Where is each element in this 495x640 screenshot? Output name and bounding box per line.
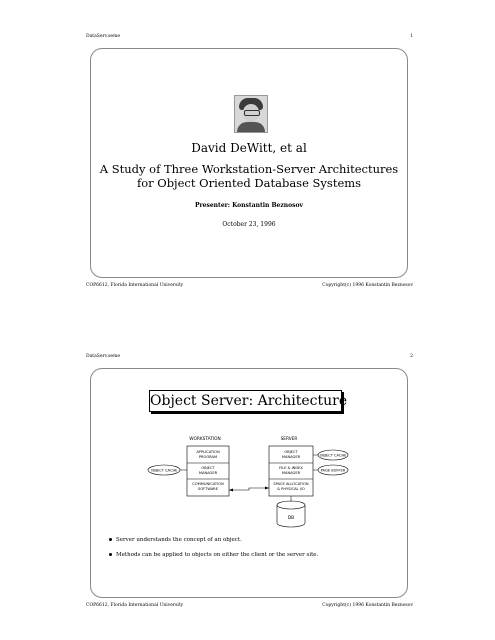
footer-copyright: Copyright(c) 1996 Konstantin Beznosov <box>322 283 413 288</box>
page-footer <box>86 283 413 288</box>
author-photo <box>234 95 268 133</box>
presenter: Presenter: Konstantin Beznosov <box>195 202 303 209</box>
header-filename: DataServ.seme <box>86 354 121 359</box>
workstation-label: WORKSTATION <box>189 437 221 442</box>
page-number: 2 <box>410 354 413 359</box>
srv-space-allocation-l1: SPACE ALLOCATION <box>273 482 309 486</box>
bullet-text: Server understands the concept of an object. <box>116 537 242 543</box>
architecture-slide <box>90 368 408 598</box>
network-link <box>229 488 269 490</box>
title-line-2: for Object Oriented Database Systems <box>136 176 362 190</box>
srv-object-manager-l1: OBJECT <box>284 450 298 454</box>
database-icon <box>277 501 305 527</box>
page-header <box>86 354 413 359</box>
ws-application-program-l1: APPLICATION <box>196 450 220 454</box>
header-filename: DataServ.seme <box>86 34 121 39</box>
page-footer <box>86 603 413 608</box>
db-label: DB <box>287 516 295 521</box>
bullet-icon <box>109 538 112 541</box>
bullet-icon <box>109 553 112 556</box>
bullet-item <box>109 537 318 543</box>
footer-course: COP6612, Florida International University <box>86 603 184 608</box>
bullet-text: Methods can be applied to objects on either the client or the server site. <box>116 552 319 558</box>
bullet-item <box>109 552 318 558</box>
srv-object-cache-label: OBJECT CACHE <box>319 453 347 458</box>
author-name: David DeWitt, et al <box>191 141 307 155</box>
page-header <box>86 34 413 39</box>
ws-communication-software-l1: COMMUNICATION <box>192 482 224 486</box>
title-slide <box>90 48 408 278</box>
srv-space-allocation-l2: & PHYSICAL I/O <box>277 487 305 491</box>
server-label: SERVER <box>280 437 298 442</box>
srv-file-index-manager-l2: MANAGER <box>281 471 301 475</box>
slide-title: Object Server: Architecture <box>149 390 342 412</box>
ws-communication-software-l2: SOFTWARE <box>198 487 218 491</box>
srv-page-buffer-label: PAGE BUFFER <box>320 468 346 473</box>
date: October 23, 1996 <box>222 221 276 228</box>
bullet-list <box>109 537 318 567</box>
ws-object-cache-label: OBJECT CACHE <box>150 468 178 473</box>
srv-object-manager-l2: MANAGER <box>281 455 301 459</box>
footer-course: COP6612, Florida International University <box>86 283 184 288</box>
page-number: 1 <box>410 34 413 39</box>
ws-application-program-l2: PROGRAM <box>198 455 218 459</box>
title-line-1: A Study of Three Workstation-Server Architectures <box>99 162 399 176</box>
ws-object-manager-l2: MANAGER <box>198 471 218 475</box>
srv-file-index-manager-l1: FILE & INDEX <box>279 466 303 470</box>
footer-copyright: Copyright(c) 1996 Konstantin Beznosov <box>322 603 413 608</box>
arrow-head-left <box>229 489 233 492</box>
ws-object-manager-l1: OBJECT <box>201 466 215 470</box>
paper-title <box>91 162 407 190</box>
arrow-head-right <box>265 487 269 490</box>
page-2 <box>0 320 495 640</box>
